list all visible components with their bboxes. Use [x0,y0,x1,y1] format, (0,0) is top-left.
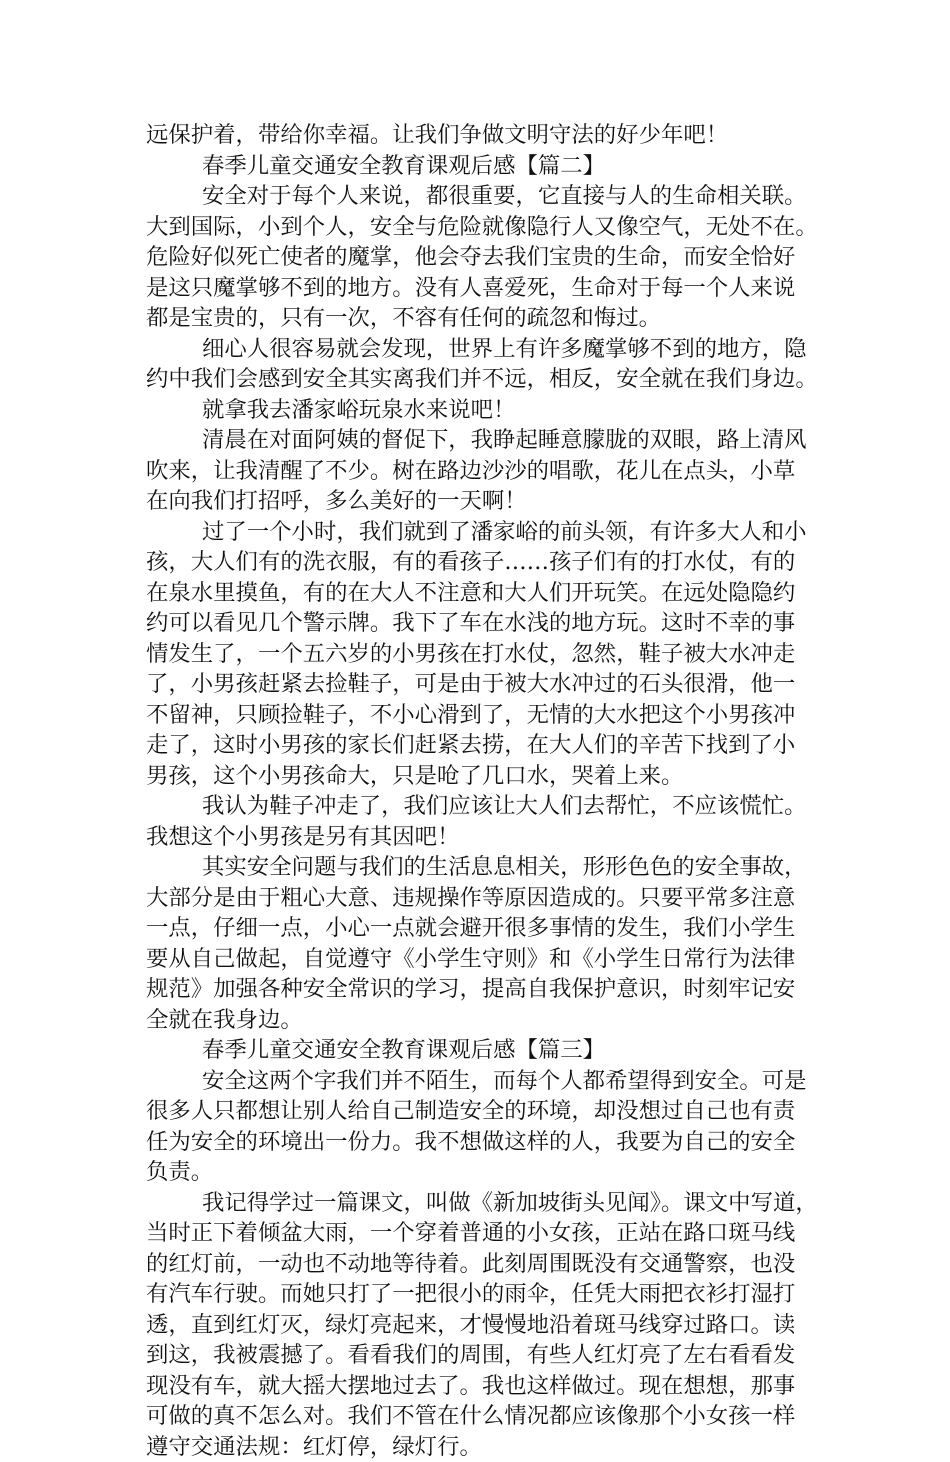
text-line: 现没有车，就大摇大摆地过去了。我也这样做过。现在想想，那事 [146,1371,816,1402]
text-line: 可做的真不怎么对。我们不管在什么情况都应该像那个小女孩一样 [146,1401,816,1432]
text-line: 遵守交通法规：红灯停，绿灯行。 [146,1432,816,1462]
paragraph-first-line: 安全这两个字我们并不陌生，而每个人都希望得到安全。可是 [146,1066,816,1097]
text-line: 吹来，让我清醒了不少。树在路边沙沙的唱歌，花儿在点头，小草 [146,456,816,487]
text-line: 到这，我被震撼了。看看我们的周围，有些人红灯亮了左右看看发 [146,1340,816,1371]
text-line: 在向我们打招呼，多么美好的一天啊！ [146,486,816,517]
text-line: 大到国际，小到个人，安全与危险就像隐行人又像空气，无处不在。 [146,212,816,243]
text-line: 走了，这时小男孩的家长们赶紧去捞，在大人们的辛苦下找到了小 [146,730,816,761]
text-line: 当时正下着倾盆大雨，一个穿着普通的小女孩，正站在路口斑马线 [146,1218,816,1249]
text-line: 约可以看见几个警示牌。我下了车在水浅的地方玩。这时不幸的事 [146,608,816,639]
text-line: 不留神，只顾捡鞋子，不小心滑到了，无情的大水把这个小男孩冲 [146,700,816,731]
text-line: 大部分是由于粗心大意、违规操作等原因造成的。只要平常多注意 [146,883,816,914]
paragraph-first-line: 清晨在对面阿姨的督促下，我睁起睡意朦胧的双眼，路上清风 [146,425,816,456]
paragraph-first-line: 过了一个小时，我们就到了潘家峪的前头领，有许多大人和小 [146,517,816,548]
paragraph-first-line: 安全对于每个人来说，都很重要，它直接与人的生命相关联。 [146,181,816,212]
text-line: 远保护着，带给你幸福。让我们争做文明守法的好少年吧！ [146,120,816,151]
paragraph-first-line: 我认为鞋子冲走了，我们应该让大人们去帮忙，不应该慌忙。 [146,791,816,822]
text-line: 都是宝贵的，只有一次，不容有任何的疏忽和悔过。 [146,303,816,334]
paragraph-first-line: 就拿我去潘家峪玩泉水来说吧！ [146,395,816,426]
text-line: 情发生了，一个五六岁的小男孩在打水仗，忽然，鞋子被大水冲走 [146,639,816,670]
text-line: 透，直到红灯灭，绿灯亮起来，才慢慢地沿着斑马线穿过路口。读 [146,1310,816,1341]
text-line: 全就在我身边。 [146,1005,816,1036]
paragraph-first-line: 其实安全问题与我们的生活息息相关，形形色色的安全事故， [146,852,816,883]
text-line: 约中我们会感到安全其实离我们并不远，相反，安全就在我们身边。 [146,364,816,395]
text-line: 男孩，这个小男孩命大，只是呛了几口水，哭着上来。 [146,761,816,792]
text-line: 规范》加强各种安全常识的学习，提高自我保护意识，时刻牢记安 [146,974,816,1005]
text-line: 我想这个小男孩是另有其因吧！ [146,822,816,853]
paragraph-first-line: 春季儿童交通安全教育课观后感【篇三】 [146,1035,816,1066]
text-line: 要从自己做起，自觉遵守《小学生守则》和《小学生日常行为法律 [146,944,816,975]
text-line: 是这只魔掌够不到的地方。没有人喜爱死，生命对于每一个人来说 [146,273,816,304]
text-line: 任为安全的环境出一份力。我不想做这样的人，我要为自己的安全 [146,1127,816,1158]
paragraph-first-line: 我记得学过一篇课文，叫做《新加坡街头见闻》。课文中写道， [146,1188,816,1219]
text-line: 一点，仔细一点，小心一点就会避开很多事情的发生，我们小学生 [146,913,816,944]
text-line: 危险好似死亡使者的魔掌，他会夺去我们宝贵的生命，而安全恰好 [146,242,816,273]
document-page [146,120,816,1462]
paragraph-first-line: 细心人很容易就会发现，世界上有许多魔掌够不到的地方，隐 [146,334,816,365]
text-line: 负责。 [146,1157,816,1188]
text-line: 有汽车行驶。而她只打了一把很小的雨伞，任凭大雨把衣衫打湿打 [146,1279,816,1310]
text-line: 在泉水里摸鱼，有的在大人不注意和大人们开玩笑。在远处隐隐约 [146,578,816,609]
text-line: 很多人只都想让别人给自己制造安全的环境，却没想过自己也有责 [146,1096,816,1127]
text-line: 孩，大人们有的洗衣服，有的看孩子……孩子们有的打水仗，有的 [146,547,816,578]
text-line: 的红灯前，一动也不动地等待着。此刻周围既没有交通警察，也没 [146,1249,816,1280]
paragraph-first-line: 春季儿童交通安全教育课观后感【篇二】 [146,151,816,182]
text-line: 了，小男孩赶紧去捡鞋子，可是由于被大水冲过的石头很滑，他一 [146,669,816,700]
